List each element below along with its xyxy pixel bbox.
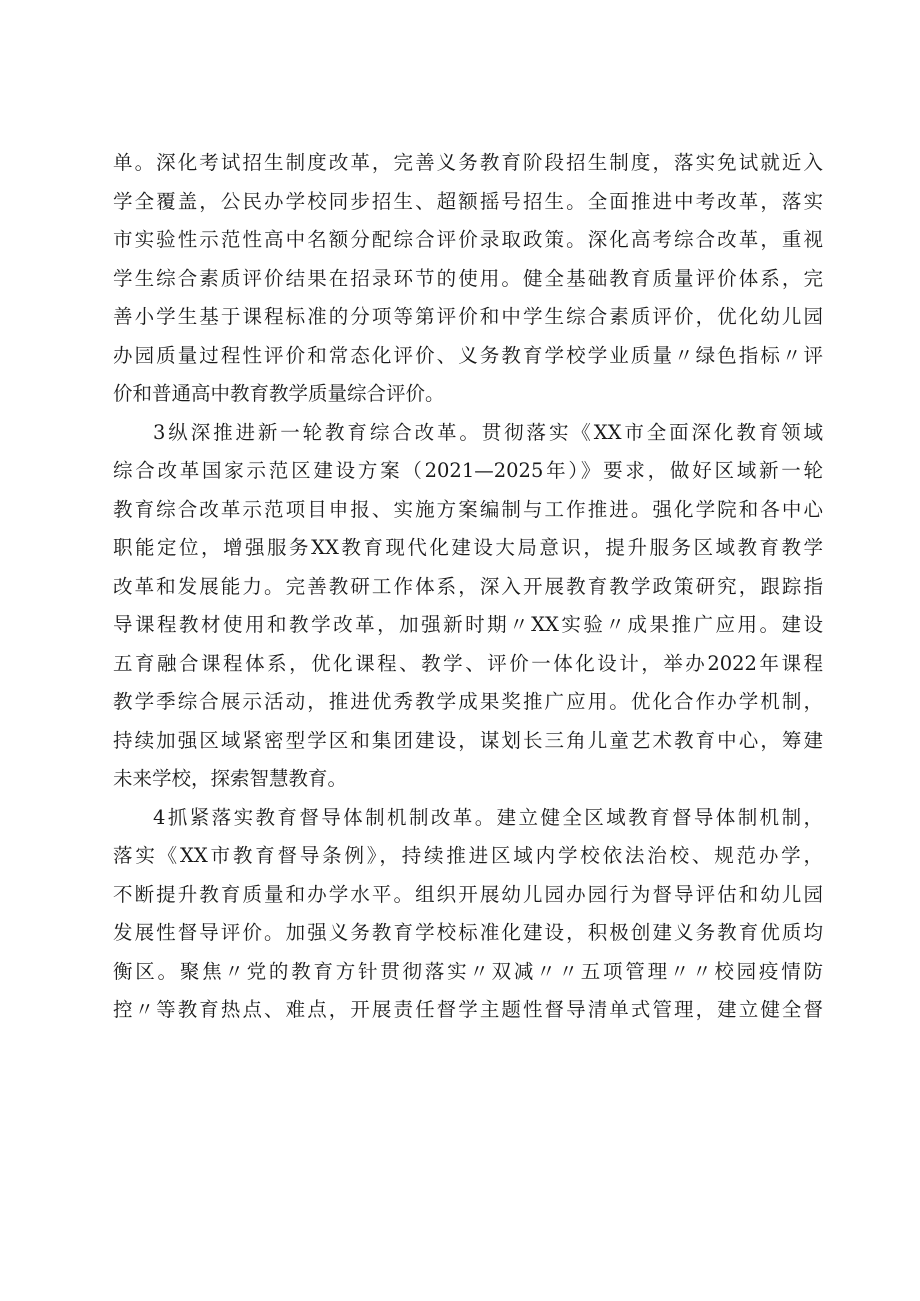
paragraph-line: 导课程教材使用和教学改革，加强新时期〃XX实验〃成果推广应用。建设 (113, 613, 823, 636)
paragraph-line: 控〃等教育热点、难点，开展责任督学主题性督导清单式管理，建立健全督 (113, 998, 823, 1021)
paragraph-line: 单。深化考试招生制度改革，完善义务教育阶段招生制度，落实免试就近入 (113, 151, 823, 174)
paragraph-admissions-reform (113, 144, 823, 414)
paragraph-line: 综合改革国家示范区建设方案（2021—2025年）》要求，做好区域新一轮 (113, 459, 823, 482)
paragraph-supervision-reform (113, 799, 823, 1030)
paragraph-comprehensive-reform (113, 414, 823, 799)
paragraph-line: 职能定位，增强服务XX教育现代化建设大局意识，提升服务区域教育教学 (113, 536, 823, 559)
paragraph-line: 市实验性示范性高中名额分配综合评价录取政策。深化高考综合改革，重视 (113, 228, 823, 251)
paragraph-line: 持续加强区域紧密型学区和集团建设，谋划长三角儿童艺术教育中心，筹建 (113, 728, 823, 752)
paragraph-line: 学生综合素质评价结果在招录环节的使用。健全基础教育质量评价体系，完 (113, 266, 823, 290)
paragraph-line: 落实《XX市教育督导条例》，持续推进区域内学校依法治校、规范办学， (113, 844, 823, 867)
paragraph-line: 不断提升教育质量和办学水平。组织开展幼儿园办园行为督导评估和幼儿园 (113, 882, 823, 906)
paragraph-line: 发展性督导评价。加强义务教育学校标准化建设，积极创建义务教育优质均 (113, 921, 823, 944)
paragraph-line: 改革和发展能力。完善教研工作体系，深入开展教育教学政策研究，跟踪指 (113, 574, 823, 598)
paragraph-line: 衡区。聚焦〃党的教育方针贯彻落实〃双减〃〃五项管理〃〃校园疫情防 (113, 959, 823, 983)
paragraph-line: 办园质量过程性评价和常态化评价、义务教育学校学业质量〃绿色指标〃评 (113, 343, 823, 367)
document-body (113, 144, 823, 1030)
paragraph-line: 3纵深推进新一轮教育综合改革。贯彻落实《XX市全面深化教育领域 (153, 420, 823, 444)
paragraph-line: 教育综合改革示范项目申报、实施方案编制与工作推进。强化学院和各中心 (113, 497, 823, 521)
paragraph-line: 善小学生基于课程标准的分项等第评价和中学生综合素质评价，优化幼儿园 (113, 305, 823, 328)
paragraph-line: 学全覆盖，公民办学校同步招生、超额摇号招生。全面推进中考改革，落实 (113, 189, 823, 213)
paragraph-line: 教学季综合展示活动，推进优秀教学成果奖推广应用。优化合作办学机制， (113, 690, 823, 713)
paragraph-line: 五育融合课程体系，优化课程、教学、评价一体化设计，举办2022年课程 (113, 651, 823, 675)
paragraph-line: 未来学校，探索智慧教育。 (113, 767, 348, 790)
paragraph-line: 4抓紧落实教育督导体制机制改革。建立健全区域教育督导体制机制， (153, 805, 823, 829)
paragraph-line: 价和普通高中教育教学质量综合评价。 (113, 382, 445, 405)
